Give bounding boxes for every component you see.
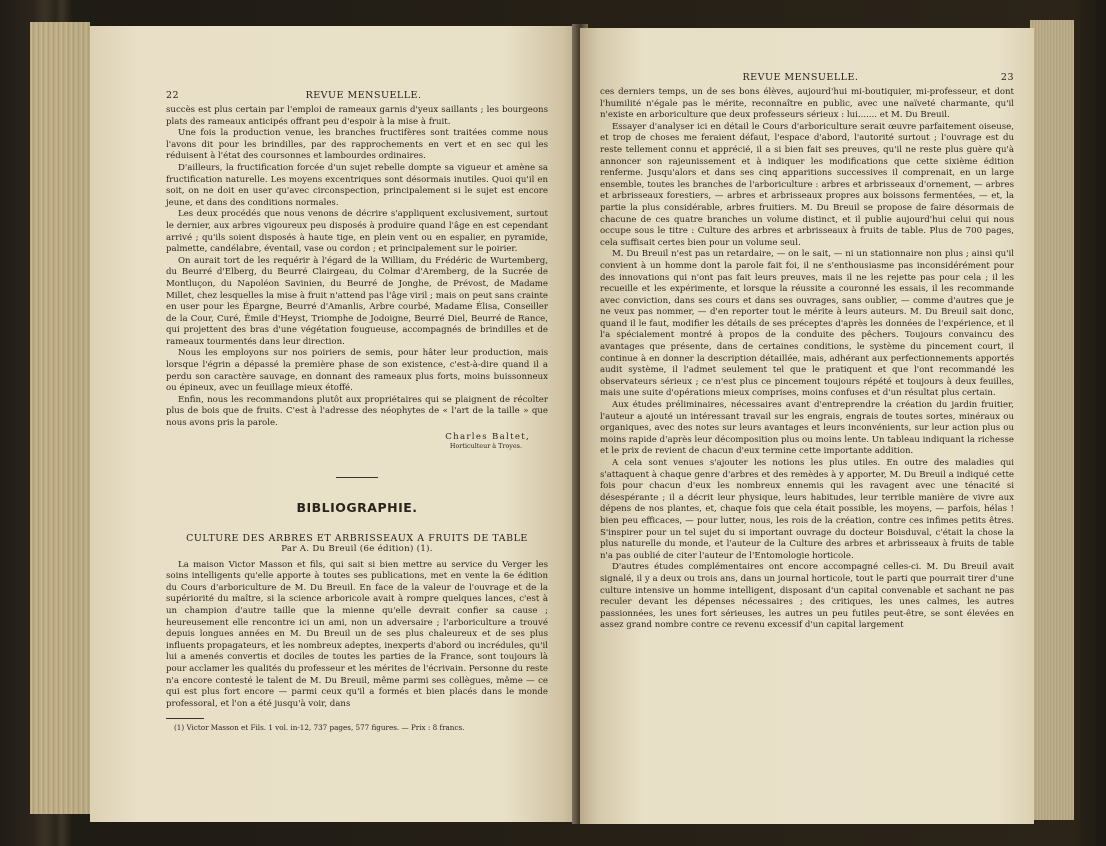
section-heading: BIBLIOGRAPHIE. bbox=[296, 499, 418, 515]
left-paragraph: D'ailleurs, la fructification forcée d'un sujet rebelle dompte sa vigueur et amène sa fructification naturelle. Les moyens excentriques sont désormais inutiles. Quoi qu'il en soit, on ne doit en user qu'avec circonspection, principalement si le sujet est encore jeune, et dans des conditions normales. bbox=[166, 162, 548, 208]
left-paragraph: Une fois la production venue, les branches fructifères sont traitées comme nous l'avons dit pour les brindilles, par des rapprochements en vert et en sec qui les réduisent à l'état des coursonnes et lambourdes ordinaires. bbox=[166, 128, 548, 162]
right-page-body bbox=[600, 72, 1014, 632]
bibliography-paragraph: La maison Victor Masson et fils, qui sait si bien mettre au service du Verger les soins intelligents qu'elle apporte à toutes ses publications, met en vente la 6e édition du Cours d'arboriculture de M. Du Breuil. En face de la valeur de l'ouvrage et de la supériorité du maître, si la science arboricole avait à rompre quelques lances, c'est à un champion d'autre taille que la mienne qu'elle devrait confier sa cause ; heureusement elle rencontre ici un ami, non un adversaire ; l'arboriculture a trouvé depuis longues années en M. Du Breuil un de ses plus chaleureux et de ses plus influents propagateurs, et les nombreux adeptes, inexperts d'abord ou incrédules, qu'il lui a amenés convertis et dociles de toutes les parties de la France, sont toujours là pour acclamer les qualités du professeur et les mérites de l'écrivain. Personne du reste n'a encore contesté le talent de M. Du Breuil, même parmi ses collègues, même — ce qui est plus fort encore — parmi ceux qu'il a formés et bien placés dans le monde professoral, et l'on a été jusqu'à voir, dans bbox=[166, 559, 548, 709]
left-page-number: 22 bbox=[166, 90, 180, 101]
left-paragraph: Nous les employons sur nos poiriers de semis, pour hâter leur production, mais lorsque l'égrin a dépassé la première phase de son existence, c'est-à-dire quand il a perdu son caractère sauvage, en donnant des rameaux plus forts, moins buissonneux ou épineux, avec un feuillage mieux étoffé. bbox=[166, 348, 548, 394]
book-title: CULTURE DES ARBRES ET ARBRISSEAUX A FRUITS DE TABLE bbox=[186, 532, 528, 544]
left-running-head bbox=[166, 90, 548, 101]
right-paragraph: D'autres études complémentaires ont encore accompagné celles-ci. M. Du Breuil avait signalé, il y a deux ou trois ans, dans un journal horticole, tout le parti que pourrait tirer d'une culture intensive un homme intelligent, disposant d'un capital convenable et sachant ne pas reculer devant les dépenses nécessaires ; des critiques, les unes calmes, les autres passionnées, les unes fort sérieuses, les autres un peu futiles peut-être, se sont élevées en assez grand nombre contre ce revenu excessif d'un capital largement bbox=[600, 562, 1014, 631]
left-paragraph: Les deux procédés que nous venons de décrire s'appliquent exclusivement, surtout le dernier, aux arbres vigoureux peu disposés à produire quand l'âge en est cependant arrivé ; qu'ils soient disposés à haute tige, en plein vent ou en espalier, en pyramide, palmette, candélabre, éventail, vase ou cordon ; et principalement sur le poirier. bbox=[166, 209, 548, 255]
section-divider bbox=[336, 477, 378, 478]
right-running-head bbox=[600, 72, 1014, 83]
right-paragraph: A cela sont venues s'ajouter les notions les plus utiles. En outre des maladies qui s'attaquent à chaque genre d'arbres et des remèdes à y apporter, M. Du Breuil a indiqué cette fois pour chacun d'eux les nombreux ennemis qui les ravagent avec une ténacité si désespérante ; il a décrit leur physique, leurs habitudes, leur terrible manière de vivre aux dépens de nos plantes, et, chaque fois que cela était possible, les moyens, — parfois, hélas ! bien peu efficaces, — pour lutter, nous, les rois de la création, contre ces infimes petits êtres. S'inspirer pour un tel sujet du si important ouvrage du docteur Boisduval, c'était la chose la plus naturelle du monde, et l'auteur de la Culture des arbres et arbrisseaux à fruits de table n'a pas oublié de citer l'auteur de l'Entomologie horticole. bbox=[600, 458, 1014, 561]
left-running-title: REVUE MENSUELLE. bbox=[305, 90, 422, 101]
left-paragraph: On aurait tort de les requérir à l'égard de la William, du Frédéric de Wurtemberg, du Beurré d'Elberg, du Beurré Clairgeau, du Colmar d'Aremberg, de la Sucrée de Montluçon, du Napoléon Savinien, du Beurré de Jonghe, de Prévost, de Madame Millet, chez lesquelles la mise à fruit n'attend pas l'âge viril ; mais on peut sans crainte en user pour les Épargne, Beurré d'Amanlis, Arbre courbé, Madame Élisa, Conseiller de la Cour, Curé, Émile d'Heyst, Triomphe de Jodoigne, Beurré Diel, Beurré de Rance, qui projettent des bras d'une végétation fougueuse, accompagnés de brindilles et de rameaux tourmentés dans leur direction. bbox=[166, 255, 548, 347]
right-page-number: 23 bbox=[1000, 72, 1014, 83]
right-paragraph: Essayer d'analyser ici en détail le Cours d'arboriculture serait œuvre parfaitement oiseuse, et trop de choses me feraient défaut, l'espace d'abord, l'autorité surtout ; l'ouvrage est du reste tellement connu et apprécié, il a si bien fait ses preuves, qu'il ne reste plus guère qu'à annoncer son rajeunissement et à indiquer les modifications que cette sixième édition renferme. Jusqu'alors et dans ses cinq apparitions successives il comprenait, en un large ensemble, toutes les branches de l'arboriculture : arbres et arbrisseaux d'ornement, — arbres et arbrisseaux forestiers, — arbres et arbrisseaux propres aux boissons fermentées, — et, la partie la plus considérable, arbres fruitiers. M. Du Breuil se propose de faire désormais de chacune de ces quatre branches un volume distinct, et il publie aujourd'hui celui qui nous occupe sous le titre : Culture des arbres et arbrisseaux à fruits de table. Plus de 700 pages, cela suffisait certes bien pour un volume seul. bbox=[600, 121, 1014, 248]
left-paragraph: Enfin, nous les recommandons plutôt aux propriétaires qui se plaignent de récolter plus de bois que de fruits. C'est à l'adresse des néophytes de « l'art de la taille » que nous avons pris la parole. bbox=[166, 394, 548, 429]
right-page bbox=[580, 28, 1034, 824]
left-page bbox=[90, 26, 578, 822]
footnote: (1) Victor Masson et Fils. 1 vol. in-12, 737 pages, 577 figures. — Prix : 8 francs. bbox=[174, 723, 465, 733]
right-paragraph: Aux études préliminaires, nécessaires avant d'entreprendre la création du jardin fruitier, l'auteur a ajouté un intéressant travail sur les engrais, engrais de toutes sortes, minéraux ou organiques, avec des notes sur leurs avantages et leurs inconvénients, sur leur action plus ou moins rapide d'après leur décomposition plus ou moins lente. Un tableau indiquant la richesse et le prix de revient de chacun d'eux termine cette importante addition. bbox=[600, 400, 1014, 457]
signature-role: Horticulteur à Troyes. bbox=[449, 441, 522, 450]
left-page-edges bbox=[30, 22, 90, 814]
right-paragraph: M. Du Breuil n'est pas un retardaire, — on le sait, — ni un stationnaire non plus ; ainsi qu'il convient à un homme dont la parole fait foi, il ne s'enthousiasme pas inconsidérément pour des innovations qui n'ont pas fait leurs preuves, mais il ne les rejette pas pour cela ; il les recueille et les expérimente, et lorsque la réussite a couronné les essais, il les recommande avec conviction, dans ses cours et dans ses ouvrages, sans oublier, — comme d'autres que je ne veux pas nommer, — d'en reporter tout le mérite à leurs auteurs. M. Du Breuil sait donc, quand il le faut, modifier les détails de ses préceptes d'après les données de l'expérience, et il l'a spécialement montré à propos de la conduite des pêchers. Toujours convaincu des avantages que présente, dans de certaines conditions, le système du pincement court, il continue à en donner la description détaillée, mais, adhérant aux perfectionnements apportés audit système, il l'admet seulement tel que le pratiquent et que l'ont recommandé les observateurs sérieux ; ce n'est plus ce pincement toujours répété et toujours à deux feuilles, mais une suite d'opérations mieux comprises, moins confuses et d'un résultat plus certain. bbox=[600, 249, 1014, 399]
right-running-title: REVUE MENSUELLE. bbox=[742, 72, 859, 83]
left-paragraph: succès est plus certain par l'emploi de rameaux garnis d'yeux saillants ; les bourgeons plats des rameaux anticipés offrant peu d'espoir à la mise à fruit. bbox=[166, 105, 548, 127]
right-page-edges bbox=[1030, 20, 1074, 820]
signature: Charles Baltet, bbox=[445, 431, 530, 442]
left-page-body bbox=[166, 90, 548, 733]
right-paragraph: ces derniers temps, un de ses bons élèves, aujourd'hui mi-boutiquier, mi-professeur, et dont l'humilité n'égale pas le mérite, reconnaître en public, avec une naïveté charmante, qu'il n'existe en arboriculture que deux professeurs sérieux : lui....... et M. Du Breuil. bbox=[600, 87, 1014, 121]
footnote-rule bbox=[166, 718, 204, 719]
book-author: Par A. Du Breuil (6e édition) (1). bbox=[281, 543, 433, 554]
